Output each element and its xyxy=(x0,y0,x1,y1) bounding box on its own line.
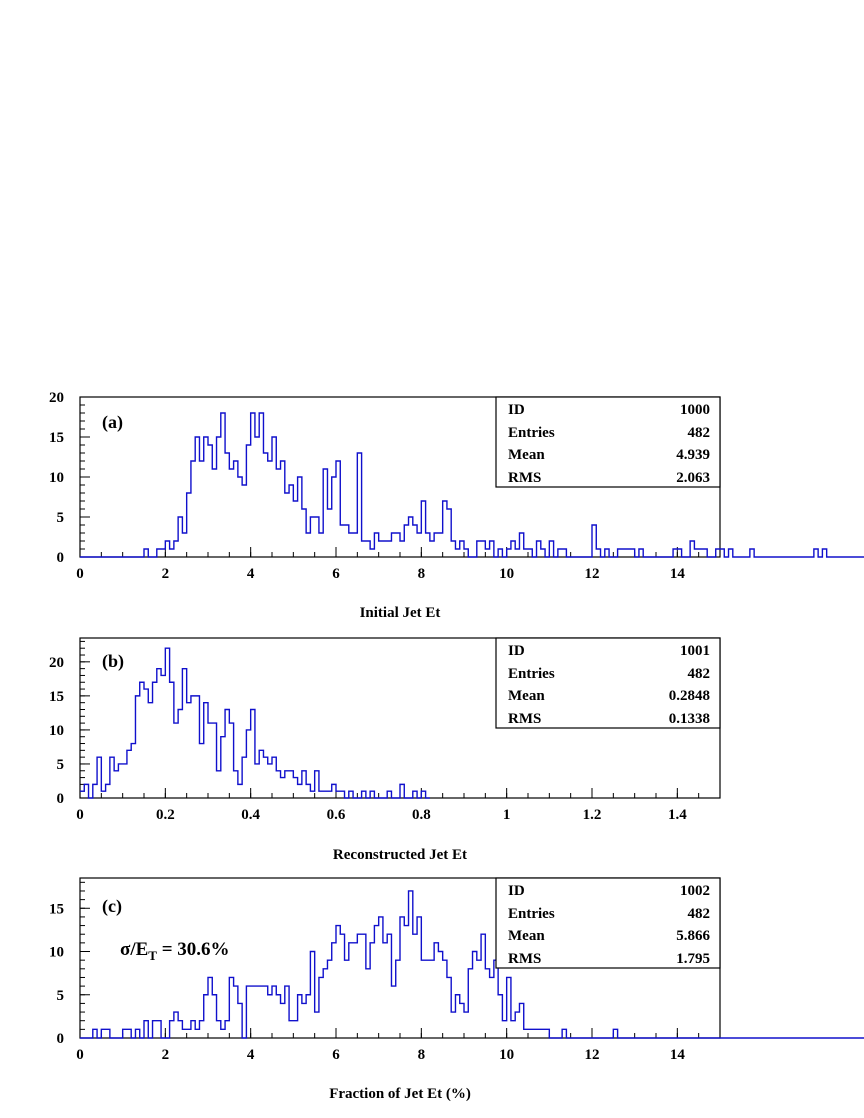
x-tick-label: 0.4 xyxy=(241,807,261,823)
stats-rms-label: RMS xyxy=(508,951,542,967)
x-tick-label: 0.6 xyxy=(326,807,346,823)
histogram-line xyxy=(80,891,864,1038)
x-tick-label: 12 xyxy=(584,566,600,582)
stats-mean-label: Mean xyxy=(508,447,545,463)
stats-rms-value: 0.1338 xyxy=(668,711,710,727)
stats-mean-value: 4.939 xyxy=(676,447,710,463)
stats-id-value: 1001 xyxy=(680,643,710,659)
stats-mean-value: 0.2848 xyxy=(668,688,710,704)
y-tick-label: 15 xyxy=(49,901,64,918)
x-tick-label: 1.4 xyxy=(667,807,687,823)
x-tick-label: 2 xyxy=(161,1047,170,1063)
stats-rms-value: 1.795 xyxy=(676,951,710,967)
stats-id-label: ID xyxy=(508,883,525,899)
y-tick-label: 10 xyxy=(49,944,64,961)
stats-box xyxy=(496,638,720,728)
x-tick-label: 8 xyxy=(417,1047,426,1063)
stats-mean-label: Mean xyxy=(508,688,545,704)
x-tick-label: 1 xyxy=(502,807,511,823)
x-tick-label: 0 xyxy=(76,1047,84,1063)
stats-box xyxy=(496,878,720,968)
stats-rms-label: RMS xyxy=(508,470,542,486)
x-tick-label: 10 xyxy=(499,1047,515,1063)
y-tick-label: 5 xyxy=(56,987,64,1004)
stats-id-value: 1002 xyxy=(680,883,710,899)
x-tick-label: 8 xyxy=(417,566,426,582)
x-tick-label: 14 xyxy=(669,566,685,582)
y-tick-label: 5 xyxy=(56,756,64,773)
x-tick-label: 6 xyxy=(332,1047,340,1063)
panel-c xyxy=(49,878,864,1102)
y-tick-label: 15 xyxy=(49,688,64,705)
histogram-line xyxy=(80,648,430,798)
x-tick-label: 4 xyxy=(246,566,255,582)
x-tick-label: 2 xyxy=(161,566,170,582)
y-tick-label: 0 xyxy=(56,550,64,566)
x-tick-label: 4 xyxy=(246,1047,255,1063)
y-tick-label: 0 xyxy=(56,1031,64,1047)
y-tick-label: 5 xyxy=(56,510,64,526)
y-tick-label: 10 xyxy=(49,470,64,486)
y-tick-label: 10 xyxy=(49,722,64,739)
stats-mean-label: Mean xyxy=(508,928,545,944)
panel-label: (c) xyxy=(102,896,122,916)
y-tick-label: 0 xyxy=(56,791,64,807)
stats-id-label: ID xyxy=(508,643,525,659)
resolution-annotation: $\sigma/E_T = 30.6\%$ xyxy=(120,939,230,963)
x-tick-label: 6 xyxy=(332,566,340,582)
y-tick-label: 15 xyxy=(49,430,64,446)
x-tick-label: 0.8 xyxy=(411,807,431,823)
x-axis-title: Initial Jet Et xyxy=(359,605,441,621)
histogram-line xyxy=(80,413,864,557)
stats-entries-label: Entries xyxy=(508,425,555,441)
panel-b xyxy=(49,638,720,863)
stats-entries-label: Entries xyxy=(508,906,555,922)
x-axis-title: Fraction of Jet Et (%) xyxy=(329,1086,471,1102)
stats-mean-value: 5.866 xyxy=(676,928,710,944)
stats-rms-value: 2.063 xyxy=(676,470,710,486)
panel-a xyxy=(49,390,864,621)
x-axis-title: Reconstructed Jet Et xyxy=(332,847,468,863)
stats-id-value: 1000 xyxy=(680,402,710,418)
panel-label: (b) xyxy=(102,651,124,671)
y-tick-label: 20 xyxy=(49,654,64,671)
x-tick-label: 14 xyxy=(669,1047,685,1063)
x-tick-label: 0 xyxy=(76,807,84,823)
stats-entries-value: 482 xyxy=(687,906,710,922)
x-tick-label: 12 xyxy=(584,1047,600,1063)
stats-entries-value: 482 xyxy=(687,425,710,441)
x-tick-label: 1.2 xyxy=(582,807,602,823)
y-tick-label: 20 xyxy=(49,390,64,406)
stats-box xyxy=(496,397,720,487)
x-tick-label: 10 xyxy=(499,566,515,582)
stats-entries-value: 482 xyxy=(687,666,710,682)
x-tick-label: 0.2 xyxy=(155,807,175,823)
stats-rms-label: RMS xyxy=(508,711,542,727)
stats-id-label: ID xyxy=(508,402,525,418)
panel-label: (a) xyxy=(102,412,123,432)
stats-entries-label: Entries xyxy=(508,666,555,682)
x-tick-label: 0 xyxy=(76,566,84,582)
